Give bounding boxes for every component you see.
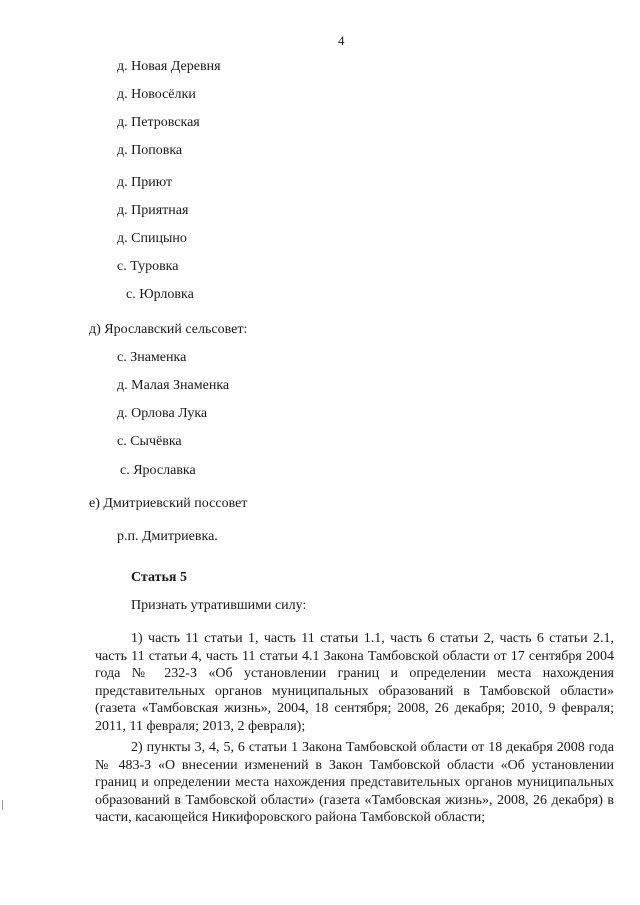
list-item: д. Орлова Лука xyxy=(117,406,208,421)
list-item: д. Приют xyxy=(117,175,173,190)
list-item: д. Приятная xyxy=(117,203,189,218)
paragraph: 1) часть 11 статьи 1, часть 11 статьи 1.1, часть 6 статьи 2, часть 6 статьи 2.1, часть 11 статьи 4, часть 11 статьи 4.1 Закона Тамбовской области от 17 сентября 2004 года № 232-З «Об установлении границ и определении места нахождения представительных органов муниципальных образований в Тамбовской области» (газета «Тамбовская жизнь», 2004, 18 сентября; 2008, 26 декабря; 2010, 9 февраля; 2011, 11 февраля; 2013, 2 февраля); xyxy=(95,631,614,734)
list-item: с. Сычёвка xyxy=(117,434,182,449)
list-item: с. Ярославка xyxy=(120,463,196,478)
list-item: д. Малая Знаменка xyxy=(117,378,230,393)
page-number: 4 xyxy=(338,33,345,48)
article-intro: Признать утратившими силу: xyxy=(131,598,307,613)
article-title: Статья 5 xyxy=(131,570,187,585)
paragraph: 2) пункты 3, 4, 5, 6 статьи 1 Закона Тамбовской области от 18 декабря 2008 года № 483-З «О внесении изменений в Закон Тамбовской области «Об установлении границ и определении места нахождения представительных органов муниципальных образований в Тамбовской области» (газета «Тамбовская жизнь», 2008, 26 декабря) в части, касающейся Никифоровского района Тамбовской области; xyxy=(95,740,614,826)
section-heading: е) Дмитриевский поссовет xyxy=(89,496,248,511)
list-item: с. Знаменка xyxy=(117,350,187,365)
scan-artifact xyxy=(2,800,3,810)
list-item: р.п. Дмитриевка. xyxy=(117,529,218,544)
list-item: с. Юрловка xyxy=(126,287,194,302)
list-item: д. Спицыно xyxy=(117,231,187,246)
list-item: с. Туровка xyxy=(117,259,179,274)
list-item: д. Поповка xyxy=(117,143,183,158)
list-item: д. Петровская xyxy=(117,115,200,130)
list-item: д. Новосёлки xyxy=(117,87,196,102)
section-heading: д) Ярославский сельсовет: xyxy=(89,322,248,337)
list-item: д. Новая Деревня xyxy=(117,59,221,74)
